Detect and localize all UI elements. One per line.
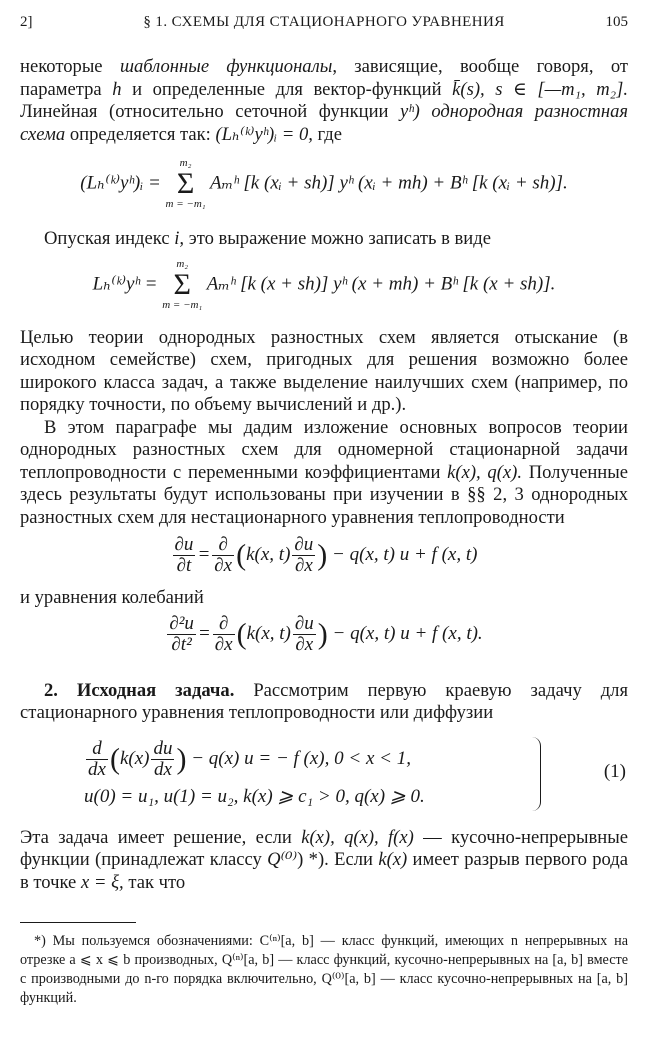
- equation-scheme-indexed: [20, 158, 628, 218]
- text-run: и определенные для вектор-функций: [132, 78, 442, 100]
- math-scheme-def: (Lₕ⁽ᵏ⁾yʰ)ᵢ = 0,: [215, 123, 313, 145]
- equation-rhs: Aₘʰ [k (x + sh)] yʰ (x + mh) + Bʰ [k (x + sh)].: [206, 272, 556, 294]
- numerator: ∂u: [294, 534, 314, 555]
- paragraph-oscillation: и уравнения колебаний: [20, 587, 204, 608]
- math-k-vector: k̄(s),: [452, 78, 485, 100]
- fraction: [292, 535, 315, 576]
- numerator: d: [86, 739, 108, 760]
- right-brace: [532, 737, 541, 811]
- footnote-rule: [20, 922, 136, 923]
- equation-system-1: [20, 737, 628, 815]
- text-run: Опуская индекс: [44, 228, 170, 249]
- denominator: dx: [154, 758, 172, 780]
- page-header: [20, 14, 628, 38]
- denominator: dx: [88, 758, 106, 780]
- equation-tail: − q(x, t) u + f (x, t): [332, 543, 478, 565]
- denominator: ∂x: [294, 555, 313, 576]
- page-number: 105: [605, 14, 628, 30]
- sum-lower-limit: m = −m₁: [165, 198, 206, 210]
- system-line-1-tail: − q(x) u = − f (x), 0 < x < 1,: [191, 747, 411, 769]
- paragraph-original-problem: [20, 680, 628, 725]
- fraction: [151, 739, 174, 780]
- page-body: [20, 56, 628, 894]
- fraction: [86, 739, 108, 780]
- equation-rhs: Aₘʰ [k (xᵢ + sh)] yʰ (xᵢ + mh) + Bʰ [k (xᵢ + sh)].: [210, 172, 568, 194]
- sum-operator: m₂ Σ m = −m₁: [162, 257, 203, 311]
- text-run: так что: [128, 871, 186, 893]
- numerator: ∂: [213, 614, 235, 635]
- text-run: где: [317, 123, 342, 145]
- math-class-q0: Q⁽⁰⁾: [267, 849, 298, 870]
- equation-number: (1): [603, 760, 626, 782]
- math-xi: x = ξ,: [80, 871, 124, 893]
- math-s-range: s ∈ [—m₁, m₂].: [495, 78, 628, 100]
- text-run: В этом параграфе мы дадим изложение основных вопросов теории однородных разностных схем для одномерной стационарной задачи теплопроводности с переменными коэффициентами: [20, 416, 628, 483]
- sum-lower-limit: m = −m₁: [162, 298, 203, 311]
- chapter-number: 2]: [20, 14, 33, 30]
- math-h: h: [112, 78, 122, 100]
- equation-lhs: Lₕ⁽ᵏ⁾yʰ =: [92, 272, 158, 294]
- numerator: ∂u: [174, 534, 194, 555]
- fraction: [173, 535, 196, 576]
- equation-heat: $\frac{\partial u}{\partial t}$ = $\frac{\partial}{\partial x}$ (k(x, t) $\frac{\partial u}{\partial x}$ ) − q(x, t) u + f (x, t): [174, 534, 478, 576]
- denominator: ∂x: [214, 555, 233, 576]
- text-run: это выражение можно записать в виде: [188, 228, 491, 249]
- equation-wave: $\frac{\text{∂²u}}{\text{∂t²}}$ = $\frac{\partial}{\partial x}$ (k(x, t) $\frac{\partial u}{\partial x}$ ) − q(x, t) u + f (x, t).: [169, 612, 483, 655]
- math-coefficients: k(x), q(x).: [447, 461, 522, 483]
- footnote-text: *) Мы пользуемся обозначениями: C⁽ⁿ⁾[a, b] — класс функций, имеющих n непрерывных на отрезке a ⩽ x ⩽ b производных, Q⁽ⁿ⁾[a, b] — класс функций, кусочно-непрерывных на [a, b] вместе с производными до n-го порядка включительно, Q⁽⁰⁾[a, b] — класс кусочно-непрерывных на [a, b] функций.: [20, 933, 628, 1006]
- system-line-2: u(0) = u₁, u(1) = u₂, k(x) ⩾ c₁ > 0, q(x) ⩾ 0.: [84, 785, 425, 807]
- numerator: du: [153, 737, 173, 759]
- fraction: [167, 614, 196, 655]
- paragraph-intro: [20, 56, 628, 146]
- paragraph-section-plan: [20, 417, 628, 530]
- text-run: — кусочно-непрерывные функции (принадлежат классу: [20, 826, 628, 870]
- fraction: [212, 535, 234, 576]
- numerator: ∂u: [294, 612, 314, 634]
- text-run: Рассмотрим первую краевую задачу для стационарного уравнения теплопроводности или диффузии: [20, 679, 628, 723]
- term-template-functionals: шаблонные функционалы: [119, 56, 333, 77]
- math-yh: yʰ): [400, 101, 420, 122]
- fraction: [293, 614, 316, 655]
- paragraph-goal: Целью теории однородных разностных схем является отыскание (в исходном семействе) схем, пригодных для решения возможно более широкого класса задач, а также выделение наилучших схем (например, по порядку точности, по объему вычислений и др.).: [20, 326, 628, 415]
- math-k: k(x, t): [246, 543, 291, 565]
- math-functions: k(x), q(x), f(x): [301, 826, 414, 848]
- denominator: ∂t²: [171, 633, 192, 655]
- section-heading: 2. Исходная задача.: [44, 679, 235, 701]
- text-run: Полученные здесь результаты будут использованы при изучении в §§ 2, 3 однородных разностных схем для нестационарного уравнения теплопроводности: [20, 461, 628, 528]
- paragraph-omit-index: [20, 228, 628, 251]
- equation-lhs: (Lₕ⁽ᵏ⁾yʰ)ᵢ =: [80, 172, 161, 194]
- term-homogeneous-scheme: однородная разностная схема: [20, 101, 629, 145]
- running-title: § 1. СХЕМЫ ДЛЯ СТАЦИОНАРНОГО УРАВНЕНИЯ: [143, 14, 505, 30]
- math-k: k(x): [378, 849, 408, 870]
- text-run: определяется так:: [69, 123, 211, 145]
- sum-upper-limit: m₂: [176, 257, 189, 270]
- text-run: Линейная (относительно сеточной функции: [20, 101, 389, 122]
- sum-upper-limit: m₂: [179, 157, 192, 169]
- text-run: Эта задача имеет решение, если: [20, 826, 292, 848]
- sum-operator: m₂ Σ m = −m₁: [165, 157, 206, 210]
- math-k: k(x): [119, 747, 150, 769]
- equation-tail: − q(x, t) u + f (x, t).: [332, 622, 483, 644]
- fraction: [213, 614, 235, 655]
- text-run: ) *). Если: [297, 849, 373, 870]
- text-run: имеет разрыв первого рода в точке: [20, 849, 629, 893]
- system-line-1: $\frac{d}{dx}$ (k(x) $\frac{du}{dx}$ ) − q(x) u = − f (x), 0 < x < 1,: [88, 737, 411, 780]
- denominator: ∂t: [176, 555, 192, 576]
- math-k: k(x, t): [246, 622, 291, 644]
- denominator: ∂x: [295, 633, 314, 655]
- numerator: ∂²u: [169, 612, 194, 634]
- text-run: некоторые: [20, 56, 103, 77]
- numerator: ∂: [212, 535, 234, 556]
- denominator: ∂x: [214, 633, 233, 655]
- footnote: [20, 932, 628, 1008]
- math-i: i,: [174, 228, 185, 249]
- paragraph-solution-exists: [20, 827, 628, 895]
- text-run: , зависящие, вообще говоря, от параметра: [20, 56, 629, 100]
- equation-scheme: [20, 259, 628, 319]
